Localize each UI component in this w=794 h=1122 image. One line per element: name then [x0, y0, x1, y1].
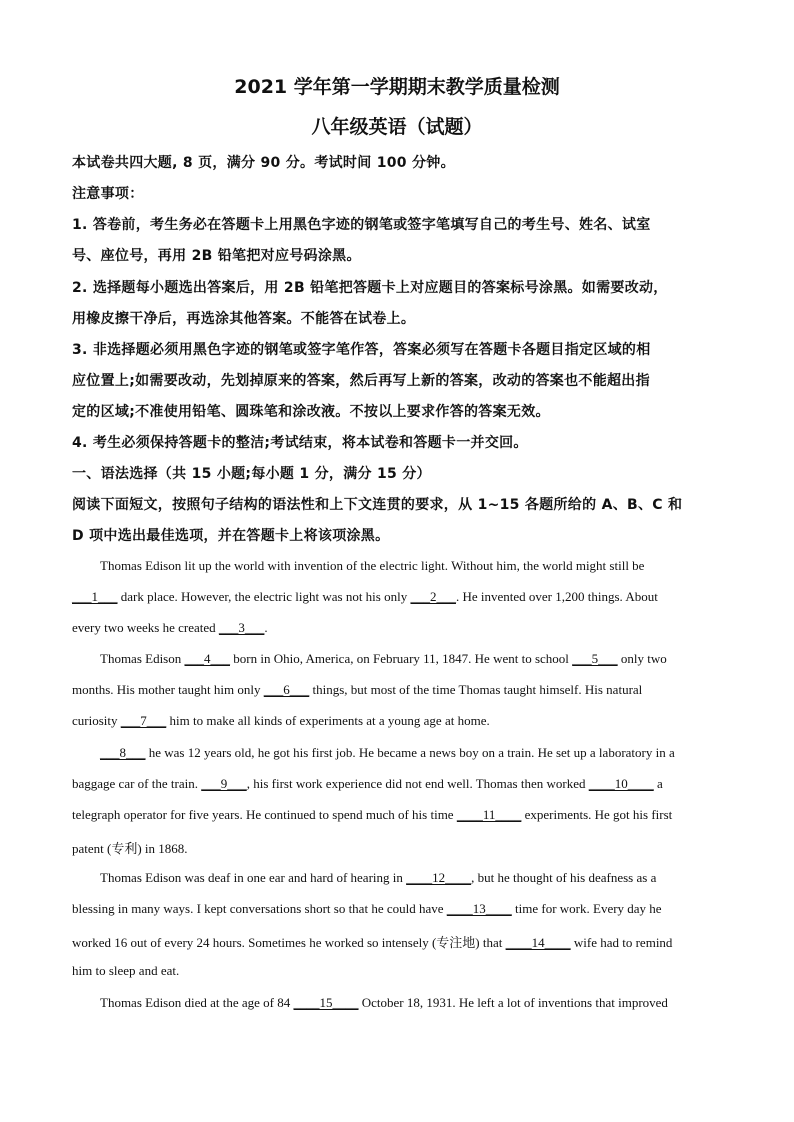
- blank-6: ___6___: [263, 682, 310, 697]
- passage-text: , his first work experience did not end well. Thomas then worked: [246, 776, 586, 791]
- note-2-line-b: 用橡皮擦干净后，再选涂其他答案。不能答在试卷上。: [72, 311, 416, 327]
- exam-subtitle: 八年级英语（试题）: [311, 116, 483, 138]
- passage-text: October 18, 1931. He left a lot of inventions that improved: [361, 995, 668, 1010]
- note-3-line-c: 定的区域;不准使用铅笔、圆珠笔和涂改液。不按以上要求作答的答案无效。: [72, 404, 550, 420]
- passage-text: wife had to remind: [573, 935, 673, 950]
- passage-line: [100, 745, 752, 761]
- passage-line: patent (专利) in 1868.: [72, 841, 188, 856]
- blank-15: ____15____: [293, 995, 359, 1010]
- passage-line: him to sleep and eat.: [72, 963, 180, 978]
- passage-text: born in Ohio, America, on February 11, 1847. He went to school: [233, 651, 569, 666]
- blank-5: ___5___: [572, 651, 618, 666]
- passage-text: every two weeks he created: [72, 620, 216, 635]
- blank-8: ___8___: [100, 745, 146, 760]
- note-3-line-a: 3. 非选择题必须用黑色字迹的钢笔或签字笔作答，答案必须写在答题卡各题目指定区域的相: [72, 342, 651, 358]
- passage-line: [100, 995, 752, 1011]
- passage-text: curiosity: [72, 713, 118, 728]
- passage-text: . He invented over 1,200 things. About: [455, 589, 658, 604]
- note-2-line-a: 2. 选择题每小题选出答案后，用 2B 铅笔把答题卡上对应题目的答案标号涂黑。如需要改动，: [72, 280, 668, 296]
- passage-line: [72, 901, 724, 917]
- blank-13: ____13____: [446, 901, 512, 916]
- passage-line: [72, 620, 724, 636]
- blank-3: ___3___: [218, 620, 265, 635]
- passage-line: [72, 713, 724, 729]
- passage-text: worked 16 out of every 24 hours. Sometimes he worked so intensely (专注地) that: [72, 935, 503, 950]
- passage-text: he was 12 years old, he got his first job. He became a news boy on a train. He set up a laboratory in a: [148, 745, 675, 760]
- passage-line: [100, 870, 752, 886]
- passage-text: a: [656, 776, 663, 791]
- blank-1: ___1___: [72, 589, 118, 604]
- passage-text: him to make all kinds of experiments at a young age at home.: [169, 713, 490, 728]
- passage-text: Thomas Edison was deaf in one ear and hard of hearing in: [100, 870, 403, 885]
- passage-line: [100, 651, 752, 667]
- passage-line: [72, 807, 724, 823]
- exam-intro: 本试卷共四大题, 8 页，满分 90 分。考试时间 100 分钟。: [72, 155, 455, 171]
- blank-7: ___7___: [120, 713, 167, 728]
- notes-heading: 注意事项：: [72, 186, 144, 202]
- blank-9: ___9___: [201, 776, 247, 791]
- blank-11: ____11____: [456, 807, 522, 822]
- passage-text: .: [264, 620, 268, 635]
- exam-title: 2021 学年第一学期期末教学质量检测: [234, 76, 560, 98]
- note-4: 4. 考生必须保持答题卡的整洁;考试结束，将本试卷和答题卡一并交回。: [72, 435, 528, 451]
- passage-text: time for work. Every day he: [515, 901, 662, 916]
- passage-line: Thomas Edison lit up the world with invention of the electric light. Without him, the world might still be: [100, 558, 645, 573]
- passage-text: baggage car of the train.: [72, 776, 198, 791]
- blank-14: ____14____: [505, 935, 571, 950]
- passage-text: , but he thought of his deafness as a: [471, 870, 657, 885]
- blank-2: ___2___: [410, 589, 456, 604]
- passage-text: only two: [620, 651, 667, 666]
- note-1-line-b: 号、座位号，再用 2B 铅笔把对应号码涂黑。: [72, 248, 361, 264]
- note-1-line-a: 1. 答卷前，考生务必在答题卡上用黑色字迹的钢笔或签字笔填写自己的考生号、姓名、试室: [72, 217, 651, 233]
- passage-text: Thomas Edison: [100, 651, 182, 666]
- note-3-line-b: 应位置上;如需要改动，先划掉原来的答案，然后再写上新的答案，改动的答案也不能超出指: [72, 373, 650, 389]
- passage-text: experiments. He got his first: [524, 807, 673, 822]
- passage-text: telegraph operator for five years. He continued to spend much of his time: [72, 807, 454, 822]
- blank-10: ____10____: [588, 776, 654, 791]
- passage-text: dark place. However, the electric light was not his only: [120, 589, 408, 604]
- passage-text: months. His mother taught him only: [72, 682, 261, 697]
- passage-line: [72, 682, 724, 698]
- section-title: 一、语法选择（共 15 小题;每小题 1 分，满分 15 分）: [72, 466, 431, 482]
- section-instructions-a: 阅读下面短文，按照句子结构的语法性和上下文连贯的要求，从 1~15 各题所给的 A、B、C 和: [72, 497, 683, 513]
- passage-line: [72, 589, 724, 605]
- section-instructions-b: D 项中选出最佳选项，并在答题卡上将该项涂黑。: [72, 528, 390, 544]
- blank-12: ____12____: [406, 870, 472, 885]
- blank-4: ___4___: [184, 651, 230, 666]
- passage-text: Thomas Edison died at the age of 84: [100, 995, 291, 1010]
- passage-text: things, but most of the time Thomas taught himself. His natural: [312, 682, 643, 697]
- passage-text: blessing in many ways. I kept conversations short so that he could have: [72, 901, 444, 916]
- passage-line: [72, 932, 724, 951]
- passage-line: [72, 776, 724, 792]
